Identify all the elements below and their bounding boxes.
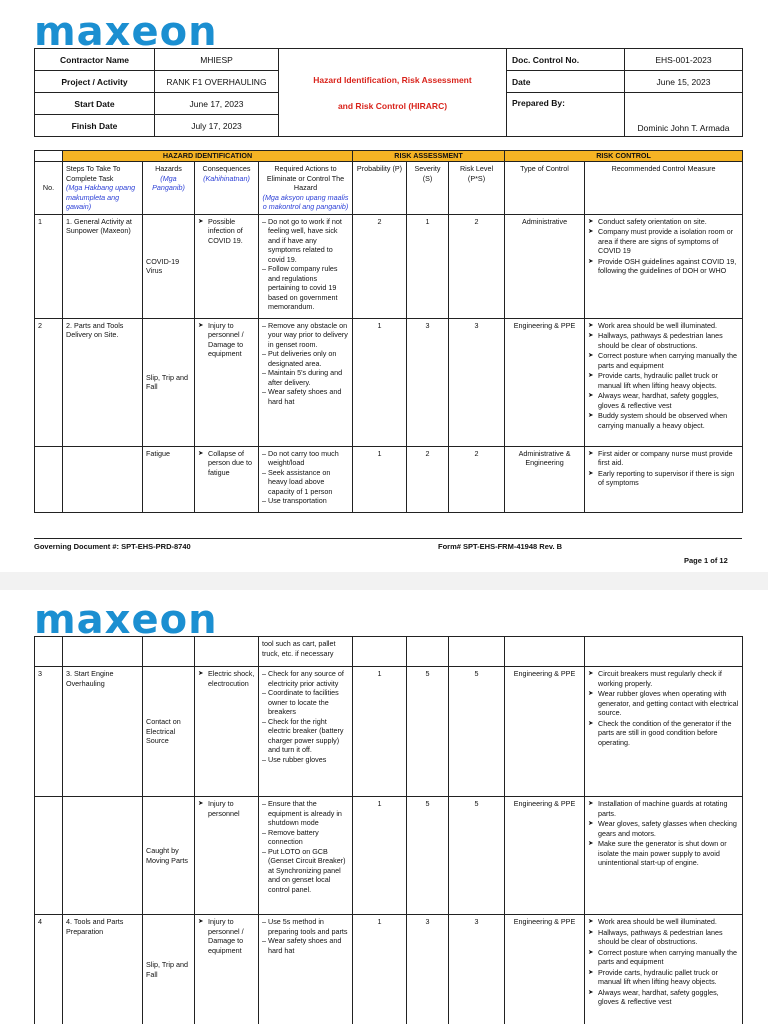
row-step	[63, 797, 143, 915]
row-severity: 2	[407, 446, 449, 512]
start-date-label: Start Date	[35, 93, 155, 115]
col-recommended-measure: Recommended Control Measure	[585, 162, 743, 215]
measure-item: ➤ Installation of machine guards at rotating parts.	[588, 799, 739, 818]
hirarc-table-page-2	[34, 636, 743, 1024]
action-item: – Use transportation	[262, 496, 349, 506]
measure-item: ➤ First aider or company nurse must provide first aid.	[588, 449, 739, 468]
row-risk-level: 5	[449, 797, 505, 915]
row-consequence	[195, 318, 259, 446]
col-actions-label: Required Actions to Eliminate or Control The Hazard	[266, 164, 345, 192]
col-probability: Probability (P)	[353, 162, 407, 215]
action-item: – Wear safety shoes and hard hat	[262, 387, 349, 406]
row-hazard: COVID-19 Virus	[143, 214, 195, 318]
row-measures	[585, 214, 743, 318]
row-risk-level: 3	[449, 915, 505, 1024]
row-measures	[585, 797, 743, 915]
col-hazards	[143, 162, 195, 215]
measure-item: ➤ Hallways, pathways & pedestrian lanes should be clear of obstructions.	[588, 928, 739, 947]
hazard-identification-header: HAZARD IDENTIFICATION	[63, 151, 353, 162]
measure-item: ➤ Hallways, pathways & pedestrian lanes should be clear of obstructions.	[588, 331, 739, 350]
row-consequence	[195, 797, 259, 915]
row-actions	[259, 446, 353, 512]
col-type-of-control: Type of Control	[505, 162, 585, 215]
col-actions	[259, 162, 353, 215]
row-probability: 1	[353, 797, 407, 915]
consequence-item: ➤ Injury to personnel / Damage to equipment	[198, 917, 255, 955]
document-page-2	[0, 590, 768, 1024]
prepared-by-label: Prepared By:	[507, 93, 625, 137]
group-header-row	[35, 151, 743, 162]
continued-actions: tool such as cart, pallet truck, etc. if necessary	[259, 637, 353, 667]
prepared-by-value: Dominic John T. Armada	[625, 93, 743, 137]
doc-control-label: Doc. Control No.	[507, 49, 625, 71]
measure-item: ➤ Correct posture when carrying manually the parts and equipment	[588, 948, 739, 967]
col-steps	[63, 162, 143, 215]
consequence-item: ➤ Electric shock, electrocution	[198, 669, 255, 688]
consequence-item: ➤ Possible infection of COVID 19.	[198, 217, 255, 246]
governing-document: Governing Document #: SPT-EHS-PRD-8740	[34, 542, 191, 551]
col-consequences-tagalog: (Kahihinatnan)	[203, 173, 250, 183]
row-probability: 1	[353, 318, 407, 446]
row-no: 2	[35, 318, 63, 446]
action-item: – Do not go to work if not feeling well, have sick and if have any symptoms related to covid 19.	[262, 217, 349, 265]
action-item: – Use 5s method in preparing tools and parts	[262, 917, 349, 936]
date-label: Date	[507, 71, 625, 93]
row-step: 3. Start Engine Overhauling	[63, 667, 143, 797]
row-consequence	[195, 446, 259, 512]
action-item: – Ensure that the equipment is already in shutdown mode	[262, 799, 349, 828]
action-item: – Check for any source of electricity prior activity	[262, 669, 349, 688]
action-item: – Seek assistance on heavy load above capacity of 1 person	[262, 468, 349, 497]
measure-item: ➤ Work area should be well illuminated.	[588, 321, 739, 331]
table-row	[35, 637, 743, 667]
risk-control-header: RISK CONTROL	[505, 151, 743, 162]
measure-item: ➤ Wear gloves, safety glasses when checking gears and motors.	[588, 819, 739, 838]
measure-item: ➤ Early reporting to supervisor if there is sign of symptoms	[588, 469, 739, 488]
measure-item: ➤ Always wear, hardhat, safety goggles, gloves & reflective vest	[588, 988, 739, 1007]
action-item: – Put deliveries only on designated area.	[262, 349, 349, 368]
hirarc-table-page-1	[34, 150, 743, 513]
maxeon-logo: maxeon	[34, 9, 218, 55]
page-separator	[0, 572, 768, 590]
row-hazard: Contact on Electrical Source	[143, 667, 195, 797]
col-severity: Severity (S)	[407, 162, 449, 215]
action-item: – Check for the right electric breaker (battery charger power supply) and turn it off.	[262, 717, 349, 755]
row-hazard: Caught by Moving Parts	[143, 797, 195, 915]
row-actions	[259, 667, 353, 797]
row-control-type: Administrative	[505, 214, 585, 318]
row-no: 1	[35, 214, 63, 318]
row-probability: 1	[353, 446, 407, 512]
measure-item: ➤ Check the condition of the generator if the parts are still in good condition before operating.	[588, 719, 739, 748]
row-control-type: Engineering & PPE	[505, 667, 585, 797]
row-hazard: Fatigue	[143, 446, 195, 512]
col-hazards-label: Hazards	[155, 164, 182, 173]
contractor-value: MHIESP	[155, 49, 279, 71]
form-number: Form# SPT-EHS-FRM-41948 Rev. B	[438, 542, 563, 551]
action-item: – Use rubber gloves	[262, 755, 349, 765]
row-control-type: Engineering & PPE	[505, 318, 585, 446]
row-control-type: Administrative & Engineering	[505, 446, 585, 512]
col-consequences	[195, 162, 259, 215]
row-actions	[259, 915, 353, 1024]
doc-control-value: EHS-001-2023	[625, 49, 743, 71]
measure-item: ➤ Provide carts, hydraulic pallet truck or manual lift when lifting heavy objects.	[588, 371, 739, 390]
measure-item: ➤ Correct posture when carrying manually the parts and equipment	[588, 351, 739, 370]
table-row	[35, 318, 743, 446]
row-step: 4. Tools and Parts Preparation	[63, 915, 143, 1024]
row-severity: 5	[407, 667, 449, 797]
table-row	[35, 667, 743, 797]
row-probability: 2	[353, 214, 407, 318]
col-hazards-tagalog: (Mga Panganib)	[152, 173, 185, 192]
measure-item: ➤ Work area should be well illuminated.	[588, 917, 739, 927]
row-no	[35, 446, 63, 512]
action-item: – Do not carry too much weight/load	[262, 449, 349, 468]
row-step	[63, 446, 143, 512]
row-control-type: Engineering & PPE	[505, 797, 585, 915]
table-row	[35, 446, 743, 512]
row-actions	[259, 797, 353, 915]
table-row	[35, 797, 743, 915]
row-severity: 3	[407, 915, 449, 1024]
row-consequence	[195, 214, 259, 318]
table-row	[35, 214, 743, 318]
row-severity: 3	[407, 318, 449, 446]
date-value: June 15, 2023	[625, 71, 743, 93]
table-row	[35, 915, 743, 1024]
page-number: Page 1 of 12	[684, 556, 728, 565]
row-control-type: Engineering & PPE	[505, 915, 585, 1024]
row-no: 3	[35, 667, 63, 797]
row-no: 4	[35, 915, 63, 1024]
title-line-2: and Risk Control (HIRARC)	[337, 100, 448, 111]
row-hazard: Slip, Trip and Fall	[143, 318, 195, 446]
action-item: – Put LOTO on GCB (Genset Circuit Breaker) at Synchronizing panel and on genset local control panel.	[262, 847, 349, 895]
title-line-1: Hazard Identification, Risk Assessment	[313, 74, 472, 85]
action-item: – Remove battery connection	[262, 828, 349, 847]
project-value: RANK F1 OVERHAULING	[155, 71, 279, 93]
row-measures	[585, 446, 743, 512]
document-header-table	[34, 48, 743, 137]
row-step: 2. Parts and Tools Delivery on Site.	[63, 318, 143, 446]
action-item: – Maintain 5's during and after delivery.	[262, 368, 349, 387]
finish-date-value: July 17, 2023	[155, 115, 279, 137]
measure-item: ➤ Always wear, hardhat, safety goggles, gloves & reflective vest	[588, 391, 739, 410]
risk-assessment-header: RISK ASSESSMENT	[353, 151, 505, 162]
measure-item: ➤ Provide OSH guidelines against COVID 19, following the guidelines of DOH or WHO	[588, 257, 739, 276]
row-step: 1. General Activity at Sunpower (Maxeon)	[63, 214, 143, 318]
row-risk-level: 2	[449, 214, 505, 318]
consequence-item: ➤ Injury to personnel	[198, 799, 255, 818]
row-risk-level: 3	[449, 318, 505, 446]
measure-item: ➤ Make sure the generator is shut down or isolate the main power supply to avoid unintentional start-up of engine.	[588, 839, 739, 868]
row-no	[35, 797, 63, 915]
measure-item: ➤ Conduct safety orientation on site.	[588, 217, 739, 227]
row-measures	[585, 667, 743, 797]
row-consequence	[195, 667, 259, 797]
col-steps-tagalog: (Mga Hakbang upang makumpleta ang gawain)	[66, 183, 136, 211]
measure-item: ➤ Company must provide a isolation room or area if there are signs of symptoms of COVID 19	[588, 227, 739, 256]
row-measures	[585, 915, 743, 1024]
row-measures	[585, 318, 743, 446]
col-actions-tagalog: (Mga aksyon upang maalis o makontrol ang panganib)	[262, 192, 349, 211]
row-probability: 1	[353, 667, 407, 797]
action-item: – Wear safety shoes and hard hat	[262, 936, 349, 955]
action-item: – Follow company rules and regulations pertaining to covid 19 based on government memorandum.	[262, 264, 349, 312]
project-label: Project / Activity	[35, 71, 155, 93]
row-risk-level: 2	[449, 446, 505, 512]
row-actions	[259, 318, 353, 446]
row-severity: 5	[407, 797, 449, 915]
col-risk-level: Risk Level (P*S)	[449, 162, 505, 215]
row-risk-level: 5	[449, 667, 505, 797]
col-steps-label: Steps To Take To Complete Task	[66, 164, 121, 183]
row-hazard: Slip, Trip and Fall	[143, 915, 195, 1024]
row-actions	[259, 214, 353, 318]
document-title	[279, 49, 507, 137]
start-date-value: June 17, 2023	[155, 93, 279, 115]
action-item: – Remove any obstacle on your way prior to delivery in genset room.	[262, 321, 349, 350]
measure-item: ➤ Buddy system should be observed when carrying manually a heavy object.	[588, 411, 739, 430]
row-severity: 1	[407, 214, 449, 318]
maxeon-logo: maxeon	[34, 597, 218, 643]
finish-date-label: Finish Date	[35, 115, 155, 137]
measure-item: ➤ Wear rubber gloves when operating with generator, and getting contact with electrical source.	[588, 689, 739, 718]
col-no: No.	[35, 162, 63, 215]
consequence-item: ➤ Injury to personnel / Damage to equipment	[198, 321, 255, 359]
consequence-item: ➤ Collapse of person due to fatigue	[198, 449, 255, 478]
footer-divider	[34, 538, 742, 539]
row-probability: 1	[353, 915, 407, 1024]
col-consequences-label: Consequences	[202, 164, 251, 173]
column-header-row	[35, 162, 743, 215]
action-item: – Coordinate to facilities owner to locate the breakers	[262, 688, 349, 717]
measure-item: ➤ Circuit breakers must regularly check if working properly.	[588, 669, 739, 688]
row-consequence	[195, 915, 259, 1024]
contractor-label: Contractor Name	[35, 49, 155, 71]
measure-item: ➤ Provide carts, hydraulic pallet truck or manual lift when lifting heavy objects.	[588, 968, 739, 987]
